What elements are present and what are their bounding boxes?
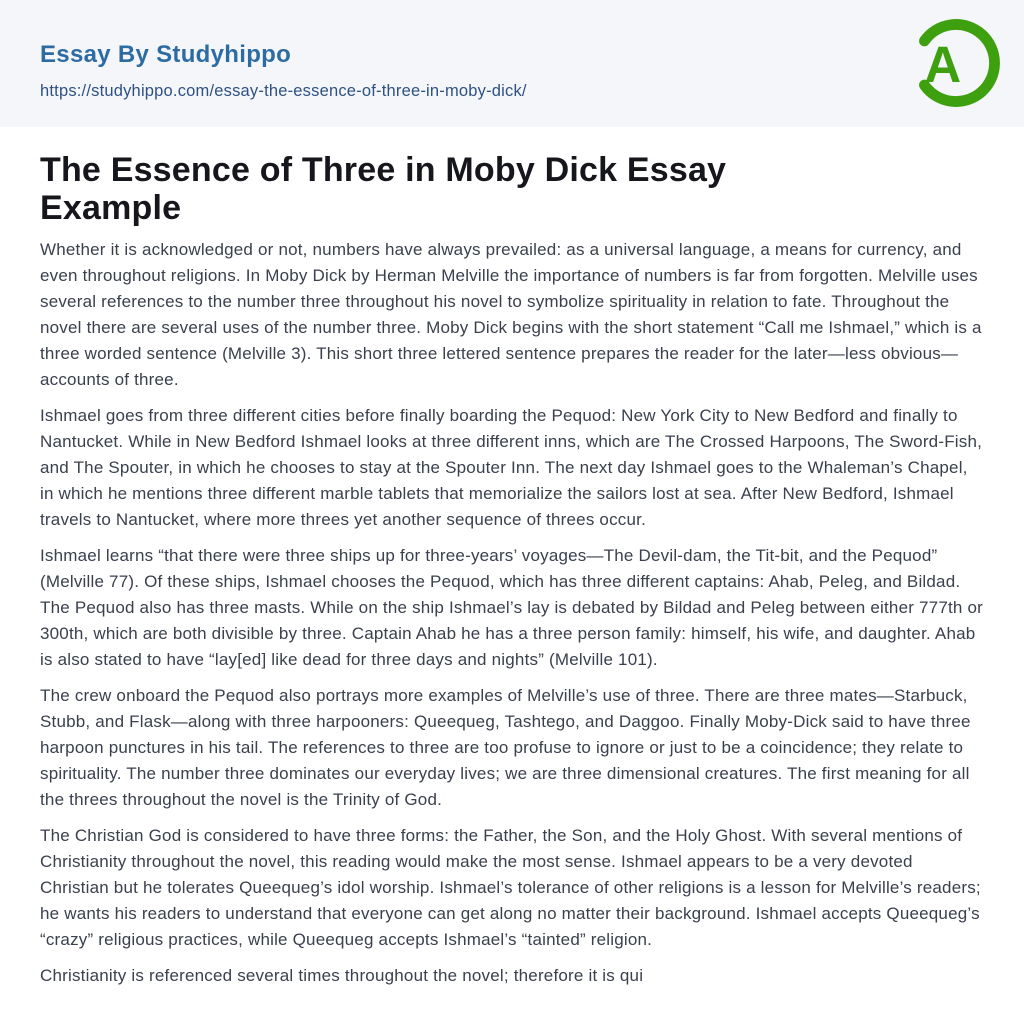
essay-paragraph-3: Ishmael learns “that there were three ships up for three-years’ voyages—The Devil-dam, the Tit-bit, and the Pequod” (Melville 77). Of these ships, Ishmael chooses the Pequod, which has three different captains: Ahab, Peleg, and Bildad. The Pequod also has three masts. While on the ship Ishmael’s lay is debated by Bildad and Peleg between either 777th or 300th, which are both divisible by three. Captain Ahab he has a three person family: himself, his wife, and daughter. Ahab is also stated to have “lay[ed] like dead for three days and nights” (Melville 101). [40,546,983,669]
logo-a-icon [909,16,1003,110]
header-text-block [40,0,527,101]
essay-paragraph-6: Christianity is referenced several times throughout the novel; therefore it is qui [40,966,644,985]
studyhippo-logo [909,0,1003,115]
site-title: Essay By Studyhippo [40,41,292,68]
essay-title: The Essence of Three in Moby Dick Essay Example [40,151,727,227]
logo-letter: A [924,35,962,93]
essay-content [0,151,1024,989]
essay-paragraph-1: Whether it is acknowledged or not, numbers have always prevailed: as a universal language, a means for currency, and even throughout religions. In Moby Dick by Herman Melville the importance of numbers is far from forgotten. Melville uses several references to the number three throughout his novel to symbolize spirituality in relation to fate. Throughout the novel there are several uses of the number three. Moby Dick begins with the short statement “Call me Ishmael,” which is a three worded sentence (Melville 3). This short three lettered sentence prepares the reader for the later—less obvious—accounts of three. [40,240,982,389]
essay-paragraph-5: The Christian God is considered to have three forms: the Father, the Son, and the Holy Ghost. With several mentions of Christianity throughout the novel, this reading would make the most sense. Ishmael appears to be a very devoted Christian but he tolerates Queequeg’s idol worship. Ishmael’s tolerance of other religions is a lesson for Melville’s readers; he wants his readers to understand that everyone can get along no matter their background. Ishmael accepts Queequeg’s “crazy” religious practices, while Queequeg accepts Ishmael’s “tainted” religion. [40,826,981,949]
essay-paragraph-4: The crew onboard the Pequod also portrays more examples of Melville’s use of three. There are three mates—Starbuck, Stubb, and Flask—along with three harpooners: Queequeg, Tashtego, and Daggoo. Finally Moby-Dick said to have three harpoon punctures in his tail. The references to three are too profuse to ignore or just to be a coincidence; they relate to spirituality. The number three dominates our everyday lives; we are three dimensional creatures. The first meaning for all the threes throughout the novel is the Trinity of God. [40,686,971,809]
page-header [0,0,1024,127]
essay-paragraph-2: Ishmael goes from three different cities before finally boarding the Pequod: New York City to New Bedford and finally to Nantucket. While in New Bedford Ishmael looks at three different inns, which are The Crossed Harpoons, The Sword-Fish, and The Spouter, in which he chooses to stay at the Spouter Inn. The next day Ishmael goes to the Whaleman’s Chapel, in which he mentions three different marble tablets that memorialize the sailors lost at sea. After New Bedford, Ishmael travels to Nantucket, where more threes yet another sequence of threes occur. [40,406,983,529]
page-url-link[interactable]: https://studyhippo.com/essay-the-essence-of-three-in-moby-dick/ [40,82,527,101]
